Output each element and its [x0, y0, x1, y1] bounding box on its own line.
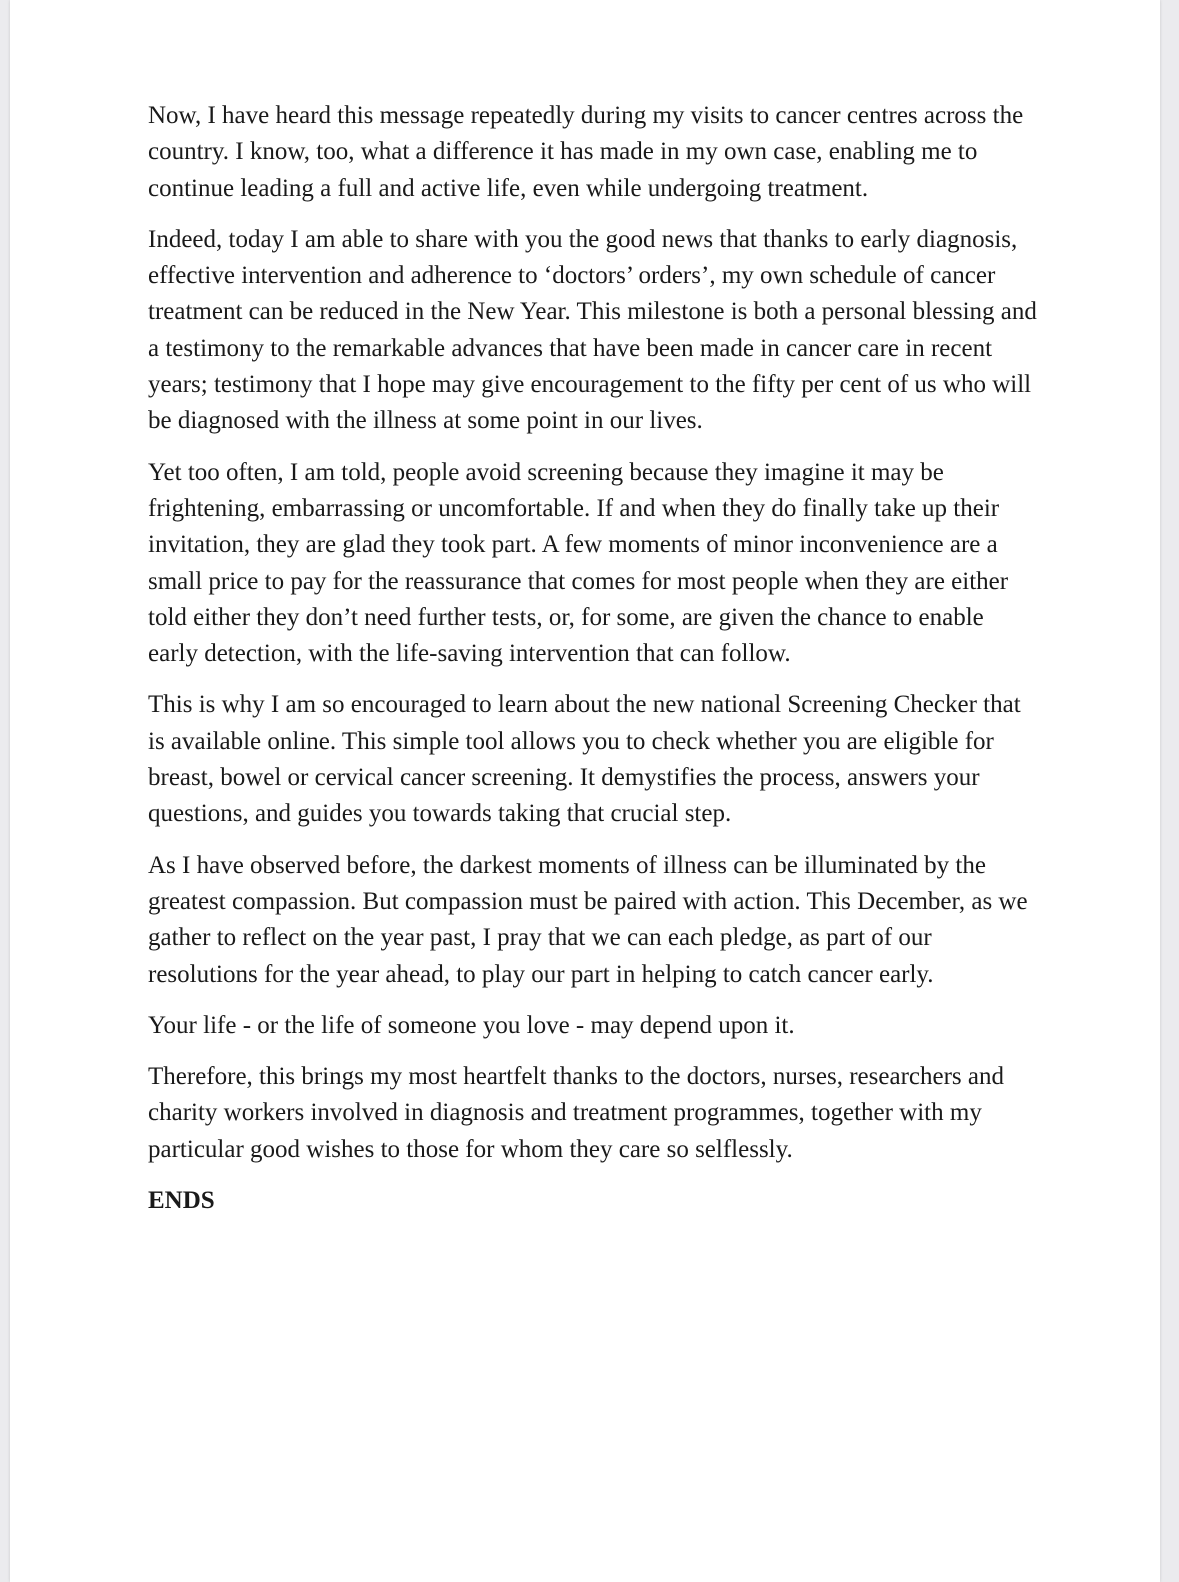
document-page — [10, 0, 1160, 1582]
document-body — [148, 98, 1038, 1234]
paragraph-2: Indeed, today I am able to share with you the good news that thanks to early diagnosis, effective intervention and adherence to ‘doctors’ orders’, my own schedule of cancer treatment can be reduced in the New Year. This milestone is both a personal blessing and a testimony to the remarkable advances that have been made in cancer care in recent years; testimony that I hope may give encouragement to the fifty per cent of us who will be diagnosed with the illness at some point in our lives. — [148, 225, 1037, 435]
paragraph-5: As I have observed before, the darkest moments of illness can be illuminated by the greatest compassion. But compassion must be paired with action. This December, as we gather to reflect on the year past, I pray that we can each pledge, as part of our resolutions for the year ahead, to play our part in helping to catch cancer early. — [148, 851, 1028, 988]
paragraph-1: Now, I have heard this message repeatedly during my visits to cancer centres across the country. I know, too, what a difference it has made in my own case, enabling me to continue leading a full and active life, even while undergoing treatment. — [148, 102, 1024, 202]
paragraph-6: Your life - or the life of someone you love - may depend upon it. — [148, 1011, 795, 1039]
ends-marker: ENDS — [148, 1187, 215, 1215]
paragraph-7: Therefore, this brings my most heartfelt thanks to the doctors, nurses, researchers and charity workers involved in diagnosis and treatment programmes, together with my particular good wishes to those for whom they care so selflessly. — [148, 1063, 1004, 1163]
paragraph-4: This is why I am so encouraged to learn about the new national Screening Checker that is available online. This simple tool allows you to check whether you are eligible for breast, bowel or cervical cancer screening. It demystifies the process, answers your questions, and guides you towards taking that crucial step. — [148, 691, 1021, 828]
paragraph-3: Yet too often, I am told, people avoid screening because they imagine it may be frightening, embarrassing or uncomfortable. If and when they do finally take up their invitation, they are glad they took part. A few moments of minor inconvenience are a small price to pay for the reassurance that comes for most people when they are either told either they don’t need further tests, or, for some, are given the chance to enable early detection, with the life-saving intervention that can follow. — [148, 458, 1009, 668]
